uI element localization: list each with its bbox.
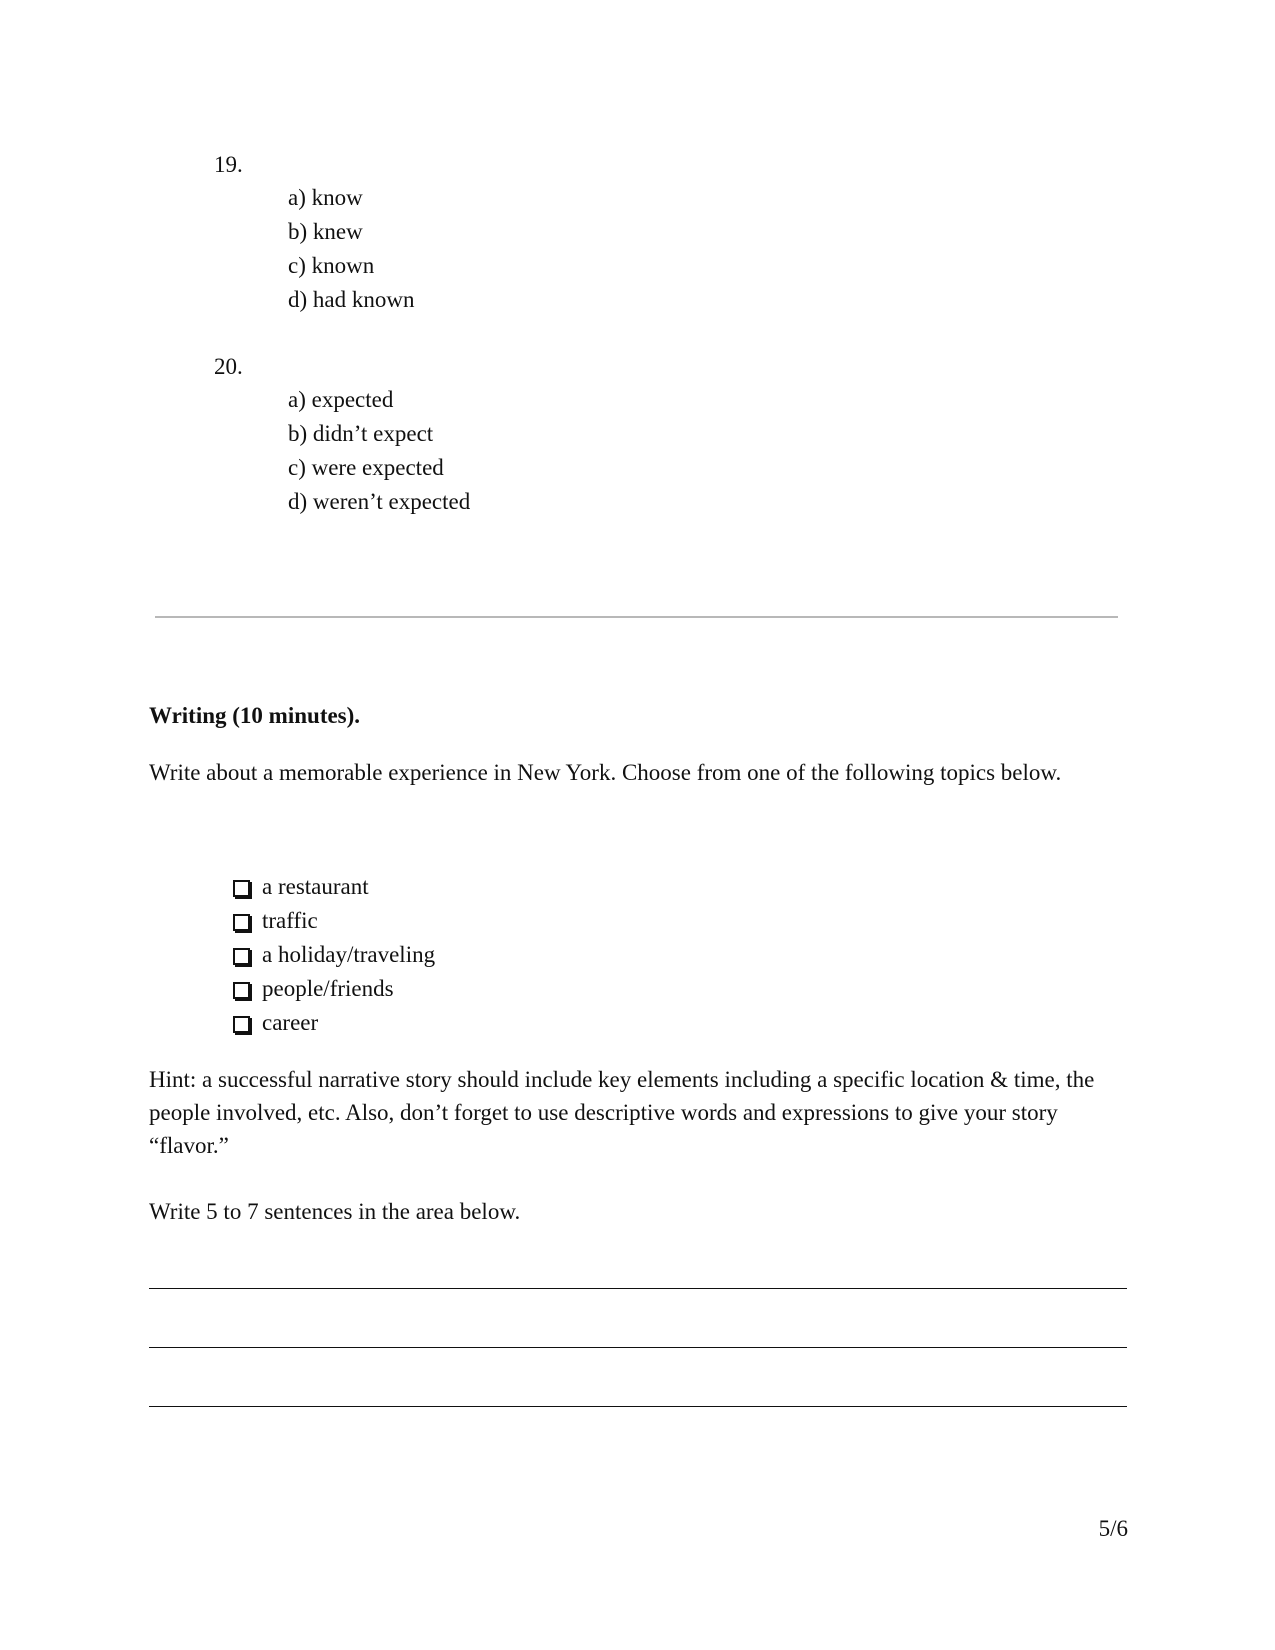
answer-option[interactable]: c) known <box>288 253 375 278</box>
writing-instruction: Write 5 to 7 sentences in the area below. <box>149 1199 521 1224</box>
answer-option[interactable]: b) knew <box>288 219 363 244</box>
checkbox-icon[interactable] <box>233 948 250 965</box>
writing-prompt: Write about a memorable experience in New York. Choose from one of the following topics below. <box>149 760 1062 785</box>
section-divider <box>155 616 1118 618</box>
answer-option[interactable]: c) were expected <box>288 455 444 480</box>
answer-option[interactable]: b) didn’t expect <box>288 421 434 446</box>
question-19-options <box>288 181 414 317</box>
question-19-number: 19. <box>214 152 243 177</box>
checkbox-icon[interactable] <box>233 1016 250 1033</box>
answer-line[interactable] <box>149 1406 1127 1407</box>
topic-item[interactable] <box>233 1006 435 1040</box>
topic-label: career <box>262 1010 319 1035</box>
answer-option[interactable]: d) weren’t expected <box>288 489 471 514</box>
topic-label: traffic <box>262 908 318 933</box>
checkbox-icon[interactable] <box>233 880 250 897</box>
checkbox-icon[interactable] <box>233 982 250 999</box>
question-20-options <box>288 383 470 519</box>
page-number: 5/6 <box>1098 1516 1128 1541</box>
answer-option[interactable]: a) expected <box>288 387 394 412</box>
answer-option[interactable]: d) had known <box>288 287 415 312</box>
question-20-number: 20. <box>214 354 243 379</box>
answer-line[interactable] <box>149 1288 1127 1289</box>
answer-line[interactable] <box>149 1347 1127 1348</box>
topic-item[interactable] <box>233 938 435 972</box>
topic-label: a holiday/traveling <box>262 942 436 967</box>
writing-heading: Writing (10 minutes). <box>149 703 361 728</box>
topic-label: a restaurant <box>262 874 369 899</box>
topic-list <box>233 870 435 1040</box>
checkbox-icon[interactable] <box>233 914 250 931</box>
topic-item[interactable] <box>233 972 435 1006</box>
topic-item[interactable] <box>233 904 435 938</box>
answer-option[interactable]: a) know <box>288 185 363 210</box>
topic-label: people/friends <box>262 976 394 1001</box>
topic-item[interactable] <box>233 870 435 904</box>
writing-hint: Hint: a successful narrative story should include key elements including a specific location & time, the people involved, etc. Also, don’t forget to use descriptive words and expressions to give your story “flavor.” <box>149 1067 1095 1158</box>
